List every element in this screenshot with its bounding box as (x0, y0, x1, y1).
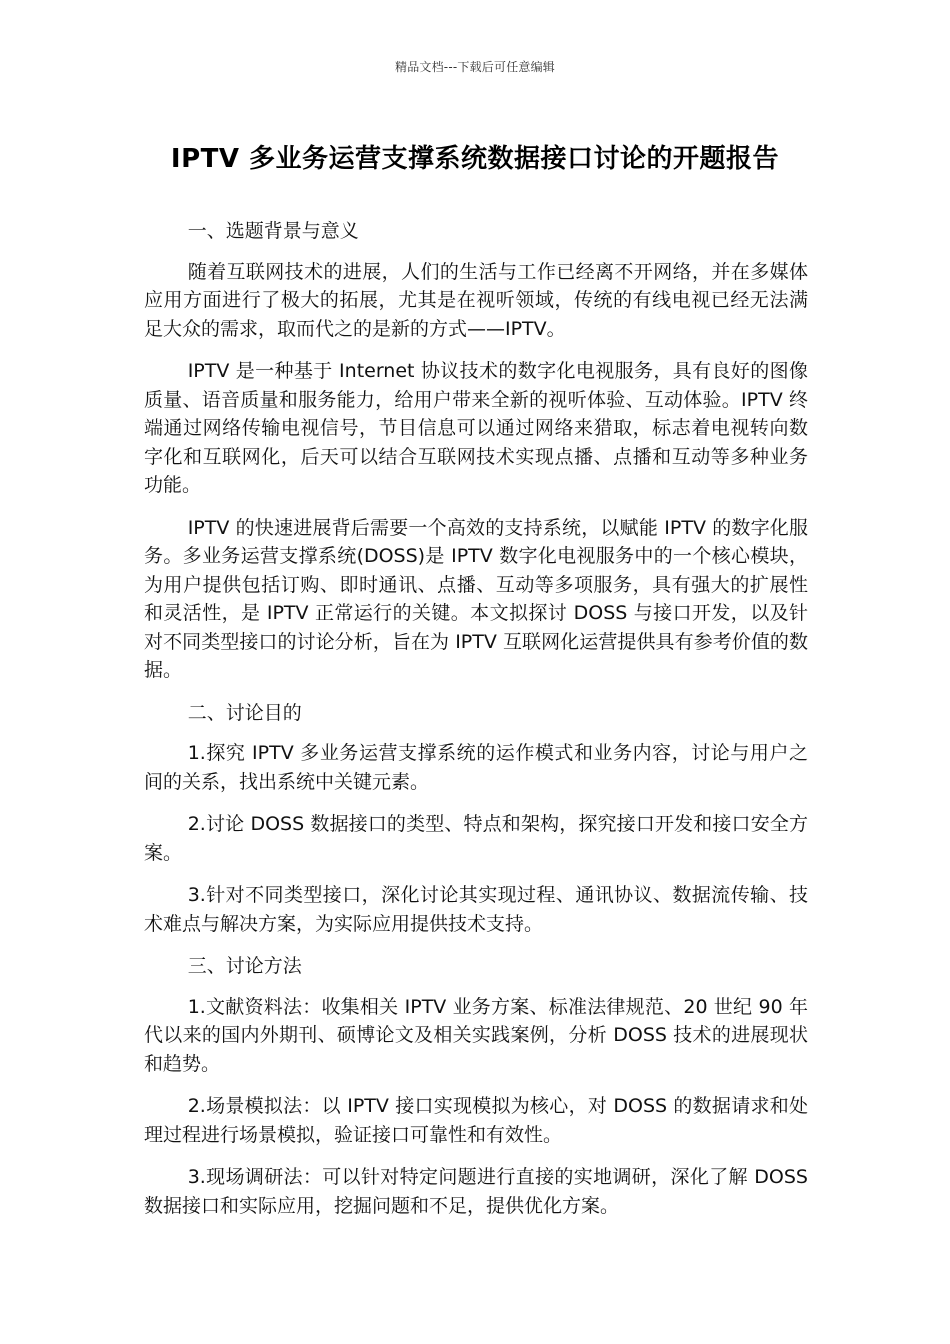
paragraph-purpose-2: 2.讨论 DOSS 数据接口的类型、特点和架构，探究接口开发和接口安全方案。 (144, 813, 808, 864)
paragraph-background-2: IPTV 是一种基于 Internet 协议技术的数字化电视服务，具有良好的图像质量、语音质量和服务能力，给用户带来全新的视听体验、互动体验。IPTV 终端通过网络传输电视信号，节目信息可以通过网络来猎取，标志着电视转向数字化和互联网化，后天可以结合互联网技术实现点播、点播和互动等多种业务功能。 (144, 360, 808, 496)
paragraph-background-3: IPTV 的快速进展背后需要一个高效的支持系统，以赋能 IPTV 的数字化服务。多业务运营支撑系统(DOSS)是 IPTV 数字化电视服务中的一个核心模块，为用户提供包括订购、即时通讯、点播、互动等多项服务，具有强大的扩展性和灵活性，是 IPTV 正常运行的关键。本文拟探讨 DOSS 与接口开发，以及针对不同类型接口的讨论分析，旨在为 IPTV 互联网化运营提供具有参考价值的数据。 (144, 516, 808, 681)
section-heading-background: 一、选题背景与意义 (187, 220, 359, 242)
paragraph-purpose-1: 1.探究 IPTV 多业务运营支撑系统的运作模式和业务内容，讨论与用户之间的关系，找出系统中关键元素。 (144, 742, 808, 793)
document-body (144, 217, 808, 1234)
section-heading-purpose: 二、讨论目的 (187, 701, 302, 724)
section-heading-methods: 三、讨论方法 (187, 955, 302, 977)
paragraph-method-3: 3.现场调研法：可以针对特定问题进行直接的实地调研，深化了解 DOSS 数据接口和实际应用，挖掘问题和不足，提供优化方案。 (144, 1166, 808, 1217)
paragraph-method-2: 2.场景模拟法：以 IPTV 接口实现模拟为核心，对 DOSS 的数据请求和处理过程进行场景模拟，验证接口可靠性和有效性。 (144, 1095, 808, 1146)
paragraph-purpose-3: 3.针对不同类型接口，深化讨论其实现过程、通讯协议、数据流传输、技术难点与解决方案，为实际应用提供技术支持。 (144, 884, 808, 935)
paragraph-background-1: 随着互联网技术的进展，人们的生活与工作已经离不开网络，并在多媒体应用方面进行了极大的拓展，尤其是在视听领域，传统的有线电视已经无法满足大众的需求，取而代之的是新的方式——IPTV。 (144, 260, 808, 340)
paragraph-method-1: 1.文献资料法：收集相关 IPTV 业务方案、标准法律规范、20 世纪 90 年代以来的国内外期刊、硕博论文及相关实践案例，分析 DOSS 技术的进展现状和趋势。 (144, 995, 808, 1075)
document-title: IPTV 多业务运营支撑系统数据接口讨论的开题报告 (170, 144, 780, 174)
header-note: 精品文档---下载后可任意编辑 (395, 60, 555, 74)
